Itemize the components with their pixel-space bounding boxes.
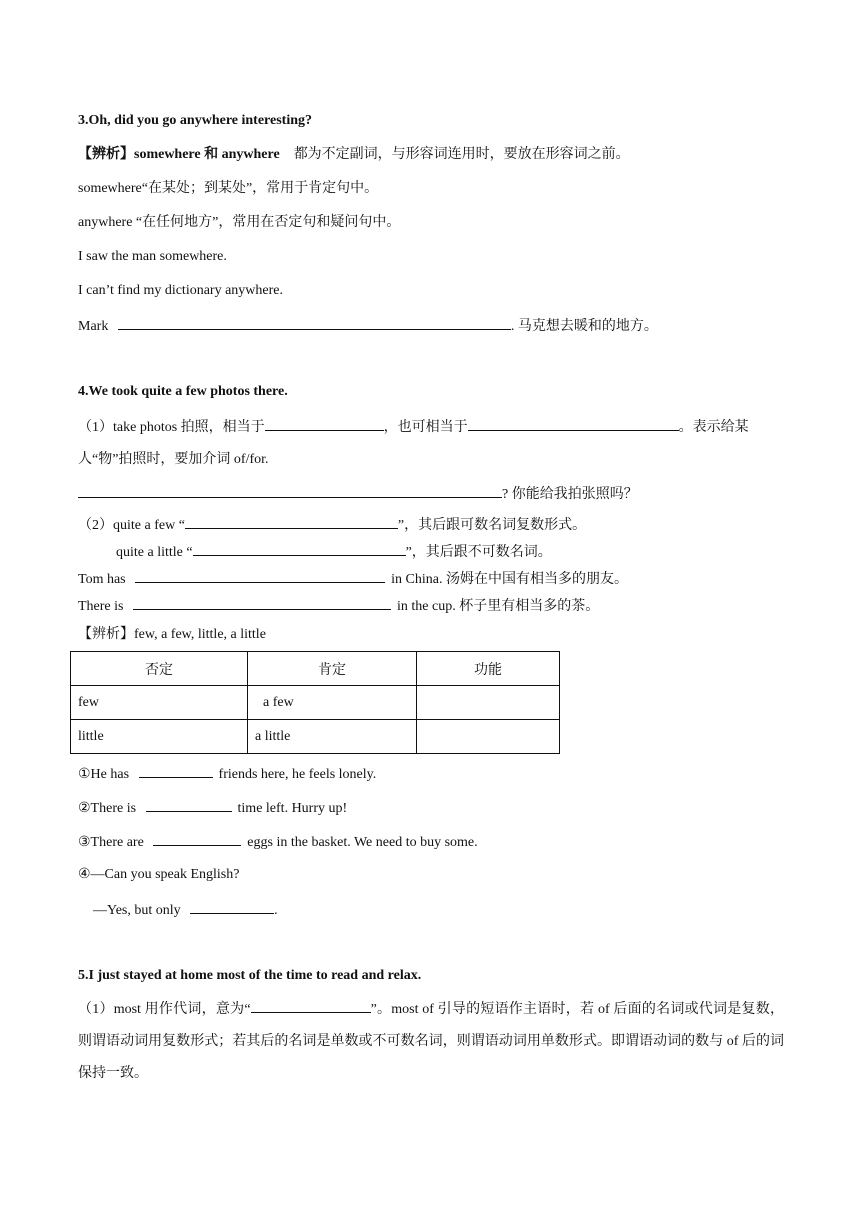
quite-a-few-text-2: ”，其后跟可数名词复数形式。 (397, 518, 587, 533)
most-text-2: ”。most of 引导的短语作主语时，若 of 后面的名词或代词是复数，则谓语动词用复数形式；若其后的名词是单数或不可数名词，则谓语动词用单数形式。即谓语动词的数与 of 后的词保持一致。 (78, 1002, 784, 1081)
most-explanation (78, 994, 784, 1090)
table-cell: few (71, 686, 248, 720)
analysis-few-little: 【辨析】few, a few, little, a little (78, 627, 266, 642)
take-photos-blank-2[interactable] (468, 416, 679, 431)
take-photos-text: （1）take photos 拍照，相当于 (78, 420, 265, 435)
quite-a-little-line (116, 541, 552, 563)
table-header-negative: 否定 (71, 652, 248, 686)
exercise-1-suffix: friends here, he feels lonely. (218, 767, 377, 782)
table-cell: little (71, 720, 248, 754)
exercise-2-blank[interactable] (146, 797, 232, 812)
section-3-heading: 3.Oh, did you go anywhere interesting? (78, 113, 313, 128)
exercise-1-prefix: ①He has (78, 767, 130, 782)
mark-exercise (78, 315, 658, 337)
quite-a-few-text: （2）quite a few “ (78, 518, 185, 533)
section-5-heading: 5.I just stayed at home most of the time to read and relax. (78, 968, 422, 983)
take-photos-blank-1[interactable] (265, 416, 384, 431)
photo-question-text: ? 你能给我拍张照吗？ (502, 487, 638, 502)
exercise-4-question: ④—Can you speak English? (78, 867, 240, 882)
analysis-text: 都为不定副词，与形容词连用时，要放在形容词之前。 (293, 147, 630, 162)
table-header-row (71, 652, 560, 686)
table-cell: a few (248, 686, 417, 720)
table-cell-blank[interactable] (417, 686, 560, 720)
table-row (71, 720, 560, 754)
exercise-2 (78, 797, 347, 819)
exercise-3-blank[interactable] (153, 831, 241, 846)
exercise-1-blank[interactable] (139, 763, 213, 778)
few-little-table (70, 651, 560, 754)
take-photos-text-2: ，也可相当于 (383, 420, 468, 435)
mark-suffix: . 马克想去暖和的地方。 (510, 319, 658, 334)
quite-a-few-blank[interactable] (185, 514, 398, 529)
there-blank[interactable] (133, 595, 391, 610)
exercise-3-prefix: ③There are (78, 835, 144, 850)
analysis-label: 【辨析】somewhere 和 anywhere (78, 147, 280, 162)
take-photos-text-3: 。表示给某 (678, 420, 749, 435)
example-sentence-2: I can’t find my dictionary anywhere. (78, 283, 284, 298)
table-header-function: 功能 (417, 652, 560, 686)
table-row (71, 686, 560, 720)
there-exercise (78, 595, 599, 617)
exercise-4-suffix: . (274, 903, 278, 918)
photo-question-blank[interactable] (78, 483, 502, 498)
exercise-2-suffix: time left. Hurry up! (237, 801, 348, 816)
exercise-1 (78, 763, 376, 785)
there-suffix: in the cup. 杯子里有相当多的茶。 (396, 599, 600, 614)
tom-suffix: in China. 汤姆在中国有相当多的朋友。 (391, 572, 628, 587)
most-text: （1）most 用作代词，意为“ (78, 1002, 251, 1017)
table-header-positive: 肯定 (248, 652, 417, 686)
tom-exercise (78, 568, 628, 590)
quite-a-little-blank[interactable] (193, 541, 406, 556)
exercise-2-prefix: ②There is (78, 801, 137, 816)
exercise-4-blank[interactable] (190, 899, 274, 914)
exercise-3-suffix: eggs in the basket. We need to buy some. (247, 835, 478, 850)
section-4-heading: 4.We took quite a few photos there. (78, 384, 288, 399)
exercise-3 (78, 831, 478, 853)
table-cell-blank[interactable] (417, 720, 560, 754)
take-photos-line (78, 416, 784, 438)
quite-a-little-text-2: ”，其后跟不可数名词。 (405, 545, 552, 560)
photo-question-line (78, 483, 638, 505)
tom-blank[interactable] (135, 568, 385, 583)
analysis-line (78, 145, 630, 165)
there-prefix: There is (78, 599, 124, 614)
mark-prefix: Mark (78, 319, 109, 334)
take-photos-line-2: 人“物”拍照时，要加介词 of/for. (78, 452, 269, 467)
exercise-4-answer (93, 899, 278, 921)
quite-a-little-text: quite a little “ (116, 545, 193, 560)
example-sentence-1: I saw the man somewhere. (78, 249, 227, 264)
tom-prefix: Tom has (78, 572, 126, 587)
exercise-4-prefix: —Yes, but only (93, 903, 181, 918)
anywhere-definition: anywhere “在任何地方”，常用在否定句和疑问句中。 (78, 215, 401, 230)
quite-a-few-line (78, 514, 586, 536)
most-blank[interactable] (251, 998, 371, 1013)
somewhere-definition: somewhere“在某处；到某处”，常用于肯定句中。 (78, 181, 379, 196)
table-cell: a little (248, 720, 417, 754)
mark-blank[interactable] (118, 315, 511, 330)
